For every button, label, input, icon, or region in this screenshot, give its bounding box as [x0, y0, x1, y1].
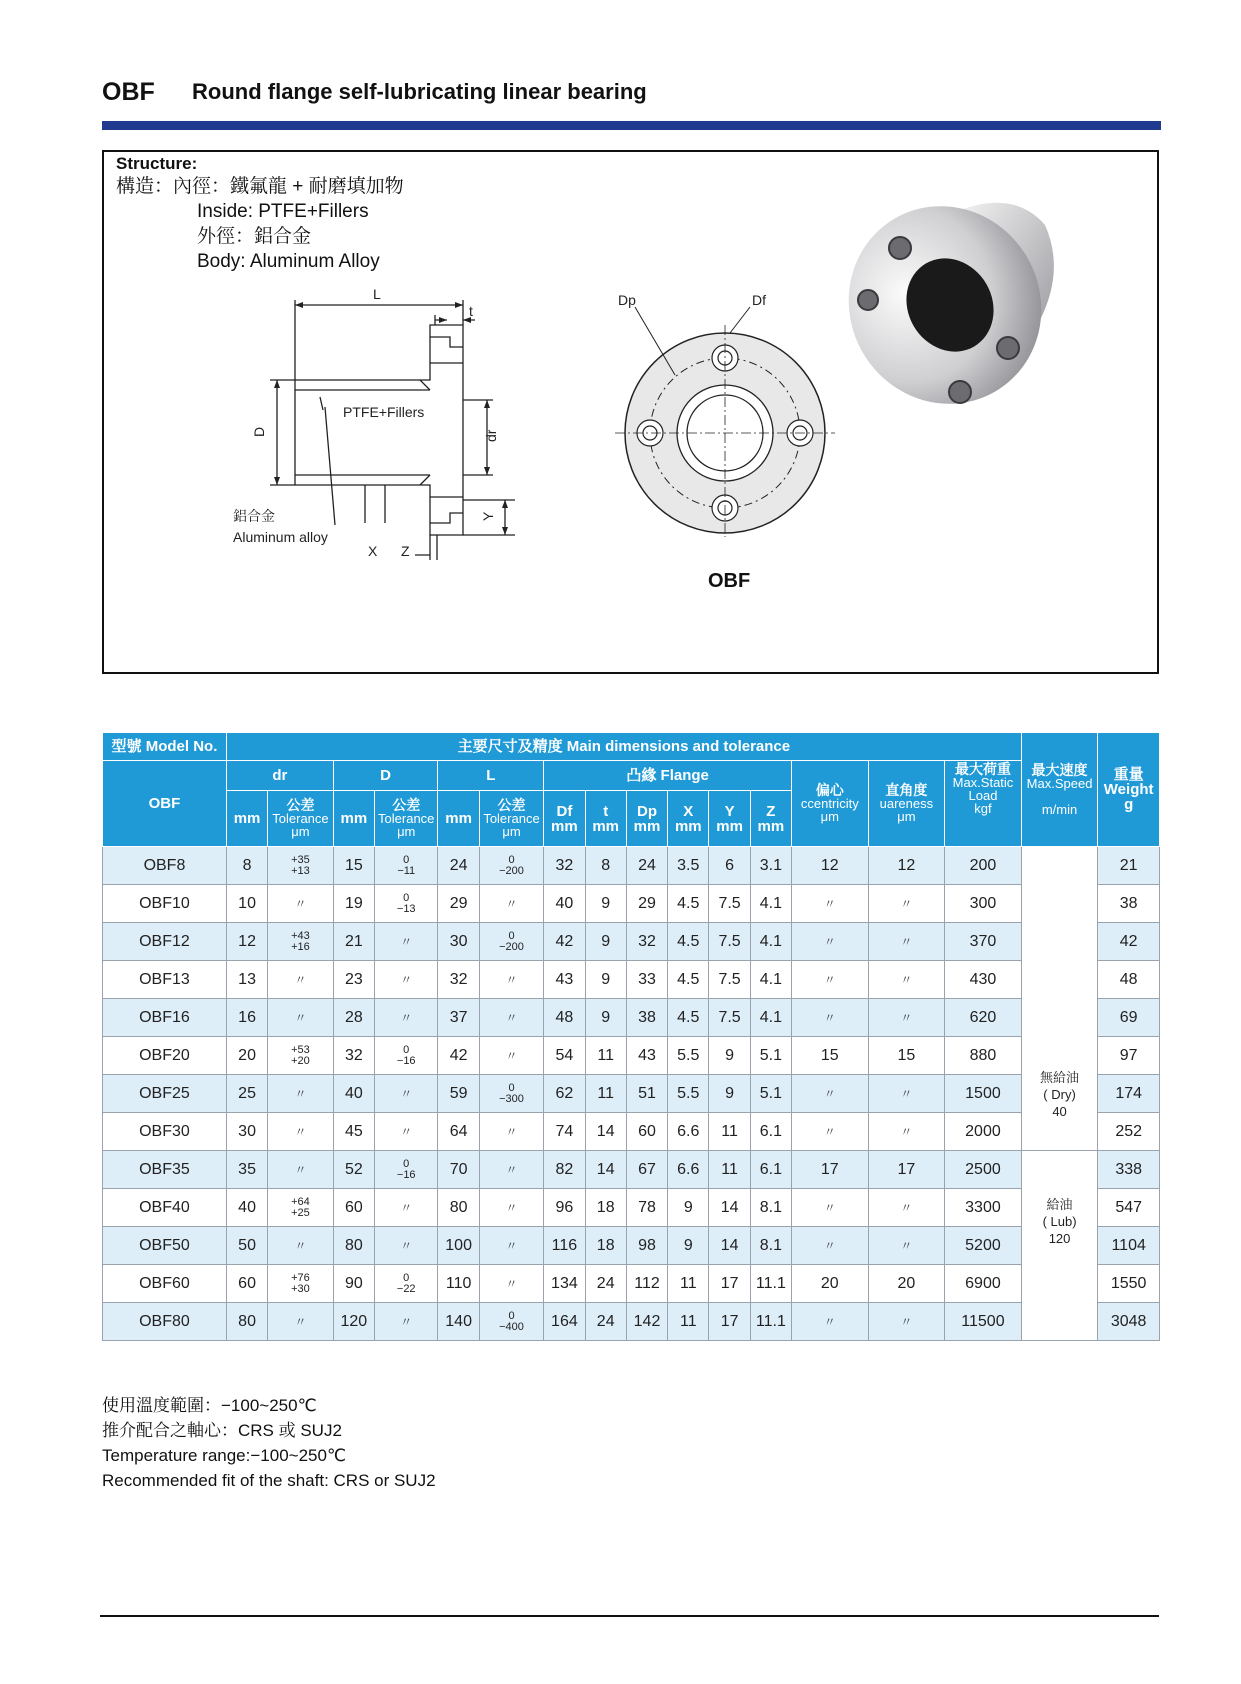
Dp-cell: 43: [626, 1037, 667, 1075]
t-cell: 18: [585, 1227, 626, 1265]
squareness-cell: 20: [868, 1265, 945, 1303]
weight-cell: 1550: [1098, 1265, 1160, 1303]
tol-cell: 0 −200: [479, 923, 543, 961]
dr-cell: 30: [226, 1113, 267, 1151]
product-photo: [840, 170, 1100, 430]
t-cell: 9: [585, 999, 626, 1037]
eccentricity-cell: 15: [792, 1037, 869, 1075]
th-dr: dr: [226, 761, 333, 791]
th-max-load: 最大荷重 Max.Static Load kgf: [945, 761, 1022, 847]
D-cell: 40: [333, 1075, 374, 1113]
dr-cell: 25: [226, 1075, 267, 1113]
Y-cell: 7.5: [709, 961, 750, 999]
structure-line-4: Body: Aluminum Alloy: [197, 251, 380, 272]
model-cell: OBF13: [103, 961, 227, 999]
dr-cell: 20: [226, 1037, 267, 1075]
D-cell: 19: [333, 885, 374, 923]
th-D-mm: mm: [333, 791, 374, 847]
th-obf: OBF: [103, 761, 227, 847]
th-L: L: [438, 761, 544, 791]
front-view-drawing: [610, 285, 840, 540]
Df-cell: 62: [544, 1075, 585, 1113]
X-cell: 4.5: [668, 999, 709, 1037]
L-cell: 29: [438, 885, 479, 923]
t-cell: 24: [585, 1303, 626, 1341]
note-shaft-cn: 推介配合之軸心：CRS 或 SUJ2: [102, 1421, 342, 1440]
front-view-caption: OBF: [708, 570, 751, 592]
D-cell: 60: [333, 1189, 374, 1227]
tol-cell: +43 +16: [268, 923, 333, 961]
squareness-cell: 〃: [868, 1227, 945, 1265]
Y-cell: 14: [709, 1227, 750, 1265]
th-Y: Y mm: [709, 791, 750, 847]
load-cell: 880: [945, 1037, 1022, 1075]
th-Df: Df mm: [544, 791, 585, 847]
footer-divider: [100, 1615, 1159, 1617]
Z-cell: 4.1: [750, 923, 791, 961]
eccentricity-cell: 〃: [792, 999, 869, 1037]
tol-cell: 〃: [268, 1151, 333, 1189]
weight-cell: 174: [1098, 1075, 1160, 1113]
D-cell: 52: [333, 1151, 374, 1189]
weight-cell: 69: [1098, 999, 1160, 1037]
squareness-cell: 〃: [868, 1303, 945, 1341]
Y-cell: 9: [709, 1075, 750, 1113]
th-Dp: Dp mm: [626, 791, 667, 847]
Z-cell: 3.1: [750, 847, 791, 885]
th-L-tol: 公差 Tolerance μm: [479, 791, 543, 847]
tol-cell: 0 −200: [479, 847, 543, 885]
Df-cell: 48: [544, 999, 585, 1037]
section-drawing: [225, 285, 525, 560]
X-cell: 3.5: [668, 847, 709, 885]
weight-cell: 338: [1098, 1151, 1160, 1189]
tol-cell: 〃: [479, 999, 543, 1037]
D-cell: 32: [333, 1037, 374, 1075]
Dp-cell: 33: [626, 961, 667, 999]
weight-cell: 21: [1098, 847, 1160, 885]
tol-cell: 0 −16: [375, 1151, 438, 1189]
Df-cell: 32: [544, 847, 585, 885]
weight-cell: 3048: [1098, 1303, 1160, 1341]
tol-cell: 〃: [479, 1037, 543, 1075]
note-temperature-cn: 使用溫度範圍：−100~250℃: [102, 1396, 317, 1415]
tol-cell: +35 +13: [268, 847, 333, 885]
notes: [102, 1393, 436, 1493]
th-main-dimensions: 主要尺寸及精度 Main dimensions and tolerance: [226, 733, 1021, 761]
tol-cell: +76 +30: [268, 1265, 333, 1303]
table-row: [103, 1075, 1160, 1113]
tol-cell: 〃: [268, 1075, 333, 1113]
squareness-cell: 〃: [868, 961, 945, 999]
Z-cell: 4.1: [750, 961, 791, 999]
th-D: D: [333, 761, 438, 791]
table-row: [103, 999, 1160, 1037]
tol-cell: 〃: [479, 1265, 543, 1303]
page-title: [102, 72, 647, 112]
th-model-no: 型號 Model No.: [103, 733, 227, 761]
dr-cell: 13: [226, 961, 267, 999]
weight-cell: 48: [1098, 961, 1160, 999]
Df-cell: 40: [544, 885, 585, 923]
dr-cell: 10: [226, 885, 267, 923]
squareness-cell: 〃: [868, 999, 945, 1037]
D-cell: 21: [333, 923, 374, 961]
tol-cell: 〃: [268, 885, 333, 923]
L-cell: 100: [438, 1227, 479, 1265]
th-weight: 重量 Weight g: [1098, 733, 1160, 847]
L-cell: 42: [438, 1037, 479, 1075]
D-cell: 23: [333, 961, 374, 999]
Y-cell: 11: [709, 1113, 750, 1151]
X-cell: 9: [668, 1189, 709, 1227]
L-cell: 59: [438, 1075, 479, 1113]
squareness-cell: 〃: [868, 1113, 945, 1151]
tol-cell: 〃: [375, 923, 438, 961]
structure-line-2: Inside: PTFE+Fillers: [197, 201, 369, 222]
Z-cell: 6.1: [750, 1151, 791, 1189]
t-cell: 11: [585, 1037, 626, 1075]
Dp-cell: 29: [626, 885, 667, 923]
eccentricity-cell: 20: [792, 1265, 869, 1303]
model-cell: OBF35: [103, 1151, 227, 1189]
structure-text: [116, 154, 404, 274]
dr-cell: 16: [226, 999, 267, 1037]
spec-table-body: [103, 847, 1160, 1341]
structure-line-1: 構造：內徑：鐵氟龍 + 耐磨填加物: [116, 176, 404, 197]
tol-cell: 〃: [268, 961, 333, 999]
Y-cell: 6: [709, 847, 750, 885]
th-eccentricity: 偏心 ccentricity μm: [792, 761, 869, 847]
dim-t-label: t: [469, 303, 473, 319]
eccentricity-cell: 17: [792, 1151, 869, 1189]
Z-cell: 8.1: [750, 1189, 791, 1227]
alu-en-label: Aluminum alloy: [233, 529, 328, 545]
speed-dry-cell: 無給油 ( Dry) 40: [1021, 847, 1098, 1151]
Y-cell: 7.5: [709, 999, 750, 1037]
table-row: [103, 1189, 1160, 1227]
model-cell: OBF12: [103, 923, 227, 961]
tol-cell: 〃: [375, 1303, 438, 1341]
speed-lub-cell: 給油 ( Lub) 120: [1021, 1151, 1098, 1341]
Df-cell: 164: [544, 1303, 585, 1341]
tol-cell: 〃: [479, 1189, 543, 1227]
Dp-cell: 51: [626, 1075, 667, 1113]
Z-cell: 6.1: [750, 1113, 791, 1151]
load-cell: 5200: [945, 1227, 1022, 1265]
tol-cell: 〃: [479, 1113, 543, 1151]
dim-L-label: L: [373, 286, 381, 302]
dr-cell: 12: [226, 923, 267, 961]
X-cell: 4.5: [668, 961, 709, 999]
squareness-cell: 〃: [868, 1189, 945, 1227]
L-cell: 64: [438, 1113, 479, 1151]
eccentricity-cell: 〃: [792, 961, 869, 999]
X-cell: 11: [668, 1265, 709, 1303]
weight-cell: 42: [1098, 923, 1160, 961]
squareness-cell: 〃: [868, 923, 945, 961]
Z-cell: 4.1: [750, 999, 791, 1037]
model-cell: OBF30: [103, 1113, 227, 1151]
th-X: X mm: [668, 791, 709, 847]
model-cell: OBF25: [103, 1075, 227, 1113]
X-cell: 6.6: [668, 1113, 709, 1151]
tol-cell: 0 −22: [375, 1265, 438, 1303]
dr-cell: 35: [226, 1151, 267, 1189]
th-L-mm: mm: [438, 791, 479, 847]
t-cell: 24: [585, 1265, 626, 1303]
t-cell: 11: [585, 1075, 626, 1113]
structure-line-3: 外徑：鋁合金: [197, 226, 312, 247]
th-dr-tol: 公差 Tolerance μm: [268, 791, 333, 847]
tol-cell: 〃: [375, 999, 438, 1037]
tol-cell: +64 +25: [268, 1189, 333, 1227]
Df-cell: 134: [544, 1265, 585, 1303]
model-cell: OBF10: [103, 885, 227, 923]
tol-cell: 〃: [479, 885, 543, 923]
tol-cell: 〃: [479, 1151, 543, 1189]
dim-Z-label: Z: [401, 543, 410, 559]
D-cell: 15: [333, 847, 374, 885]
load-cell: 2000: [945, 1113, 1022, 1151]
Dp-cell: 112: [626, 1265, 667, 1303]
Df-cell: 43: [544, 961, 585, 999]
t-cell: 14: [585, 1151, 626, 1189]
tol-cell: 〃: [479, 961, 543, 999]
structure-label: Structure:: [116, 154, 198, 173]
Dp-cell: 98: [626, 1227, 667, 1265]
Z-cell: 11.1: [750, 1303, 791, 1341]
t-cell: 9: [585, 885, 626, 923]
table-row: [103, 885, 1160, 923]
weight-cell: 38: [1098, 885, 1160, 923]
X-cell: 11: [668, 1303, 709, 1341]
load-cell: 6900: [945, 1265, 1022, 1303]
spec-table: [102, 732, 1160, 1341]
load-cell: 620: [945, 999, 1022, 1037]
L-cell: 32: [438, 961, 479, 999]
load-cell: 11500: [945, 1303, 1022, 1341]
Y-cell: 7.5: [709, 885, 750, 923]
t-cell: 14: [585, 1113, 626, 1151]
L-cell: 140: [438, 1303, 479, 1341]
Dp-cell: 142: [626, 1303, 667, 1341]
Dp-cell: 60: [626, 1113, 667, 1151]
table-row: [103, 1113, 1160, 1151]
Df-cell: 42: [544, 923, 585, 961]
tol-cell: 〃: [268, 1303, 333, 1341]
Dp-cell: 67: [626, 1151, 667, 1189]
tol-cell: 〃: [268, 999, 333, 1037]
table-row: [103, 847, 1160, 885]
X-cell: 5.5: [668, 1037, 709, 1075]
tol-cell: 〃: [268, 1227, 333, 1265]
dr-cell: 8: [226, 847, 267, 885]
model-cell: OBF16: [103, 999, 227, 1037]
squareness-cell: 15: [868, 1037, 945, 1075]
tol-cell: 0 −11: [375, 847, 438, 885]
model-cell: OBF20: [103, 1037, 227, 1075]
table-row: [103, 1151, 1160, 1189]
tol-cell: 〃: [375, 961, 438, 999]
Df-cell: 96: [544, 1189, 585, 1227]
dim-Df-label: Df: [752, 292, 766, 308]
Dp-cell: 32: [626, 923, 667, 961]
th-dr-mm: mm: [226, 791, 267, 847]
dim-X-label: X: [368, 543, 378, 559]
weight-cell: 252: [1098, 1113, 1160, 1151]
weight-cell: 1104: [1098, 1227, 1160, 1265]
Y-cell: 14: [709, 1189, 750, 1227]
th-max-speed: 最大速度 Max.Speed m/min: [1021, 733, 1098, 847]
D-cell: 28: [333, 999, 374, 1037]
table-row: [103, 1303, 1160, 1341]
product-code: OBF: [102, 77, 155, 106]
squareness-cell: 17: [868, 1151, 945, 1189]
Y-cell: 11: [709, 1151, 750, 1189]
eccentricity-cell: 〃: [792, 1113, 869, 1151]
Dp-cell: 38: [626, 999, 667, 1037]
t-cell: 18: [585, 1189, 626, 1227]
Df-cell: 116: [544, 1227, 585, 1265]
eccentricity-cell: 〃: [792, 1189, 869, 1227]
tol-cell: 〃: [375, 1075, 438, 1113]
load-cell: 2500: [945, 1151, 1022, 1189]
alu-cn-label: 鋁合金: [233, 508, 275, 524]
Df-cell: 74: [544, 1113, 585, 1151]
weight-cell: 97: [1098, 1037, 1160, 1075]
table-row: [103, 1265, 1160, 1303]
dr-cell: 80: [226, 1303, 267, 1341]
dr-cell: 40: [226, 1189, 267, 1227]
table-row: [103, 961, 1160, 999]
Z-cell: 8.1: [750, 1227, 791, 1265]
Df-cell: 82: [544, 1151, 585, 1189]
D-cell: 120: [333, 1303, 374, 1341]
ptfe-label: PTFE+Fillers: [343, 404, 425, 420]
dim-Y-label: Y: [480, 511, 496, 521]
note-temperature-en: Temperature range:−100~250℃: [102, 1446, 347, 1465]
X-cell: 4.5: [668, 885, 709, 923]
dr-cell: 50: [226, 1227, 267, 1265]
L-cell: 30: [438, 923, 479, 961]
X-cell: 4.5: [668, 923, 709, 961]
load-cell: 1500: [945, 1075, 1022, 1113]
D-cell: 90: [333, 1265, 374, 1303]
dim-dr-label: dr: [483, 429, 499, 442]
product-title: Round flange self-lubricating linear bearing: [192, 79, 647, 104]
L-cell: 24: [438, 847, 479, 885]
X-cell: 6.6: [668, 1151, 709, 1189]
Z-cell: 11.1: [750, 1265, 791, 1303]
title-divider: [102, 121, 1161, 130]
weight-cell: 547: [1098, 1189, 1160, 1227]
Z-cell: 4.1: [750, 885, 791, 923]
eccentricity-cell: 〃: [792, 1227, 869, 1265]
table-row: [103, 1037, 1160, 1075]
t-cell: 8: [585, 847, 626, 885]
L-cell: 37: [438, 999, 479, 1037]
table-row: [103, 1227, 1160, 1265]
load-cell: 370: [945, 923, 1022, 961]
eccentricity-cell: 12: [792, 847, 869, 885]
tol-cell: 0 −16: [375, 1037, 438, 1075]
table-row: [103, 923, 1160, 961]
load-cell: 300: [945, 885, 1022, 923]
dim-Dp-label: Dp: [618, 292, 636, 308]
tol-cell: 〃: [479, 1227, 543, 1265]
Dp-cell: 78: [626, 1189, 667, 1227]
squareness-cell: 〃: [868, 885, 945, 923]
L-cell: 70: [438, 1151, 479, 1189]
Df-cell: 54: [544, 1037, 585, 1075]
note-shaft-en: Recommended fit of the shaft: CRS or SUJ2: [102, 1471, 436, 1490]
tol-cell: 0 −300: [479, 1075, 543, 1113]
squareness-cell: 〃: [868, 1075, 945, 1113]
Z-cell: 5.1: [750, 1075, 791, 1113]
t-cell: 9: [585, 961, 626, 999]
load-cell: 200: [945, 847, 1022, 885]
Dp-cell: 24: [626, 847, 667, 885]
Y-cell: 17: [709, 1265, 750, 1303]
eccentricity-cell: 〃: [792, 1075, 869, 1113]
Y-cell: 9: [709, 1037, 750, 1075]
D-cell: 45: [333, 1113, 374, 1151]
th-squareness: 直角度 uareness μm: [868, 761, 945, 847]
t-cell: 9: [585, 923, 626, 961]
tol-cell: 0 −13: [375, 885, 438, 923]
th-flange: 凸緣 Flange: [544, 761, 792, 791]
eccentricity-cell: 〃: [792, 923, 869, 961]
model-cell: OBF60: [103, 1265, 227, 1303]
tol-cell: 〃: [375, 1113, 438, 1151]
model-cell: OBF40: [103, 1189, 227, 1227]
D-cell: 80: [333, 1227, 374, 1265]
Y-cell: 17: [709, 1303, 750, 1341]
tol-cell: 〃: [375, 1227, 438, 1265]
tol-cell: 〃: [375, 1189, 438, 1227]
dr-cell: 60: [226, 1265, 267, 1303]
th-t: t mm: [585, 791, 626, 847]
th-Z: Z mm: [750, 791, 791, 847]
eccentricity-cell: 〃: [792, 1303, 869, 1341]
Z-cell: 5.1: [750, 1037, 791, 1075]
X-cell: 5.5: [668, 1075, 709, 1113]
model-cell: OBF80: [103, 1303, 227, 1341]
load-cell: 430: [945, 961, 1022, 999]
squareness-cell: 12: [868, 847, 945, 885]
dim-D-label: D: [251, 426, 267, 437]
tol-cell: 0 −400: [479, 1303, 543, 1341]
th-D-tol: 公差 Tolerance μm: [375, 791, 438, 847]
L-cell: 110: [438, 1265, 479, 1303]
tol-cell: +53 +20: [268, 1037, 333, 1075]
L-cell: 80: [438, 1189, 479, 1227]
model-cell: OBF8: [103, 847, 227, 885]
tol-cell: 〃: [268, 1113, 333, 1151]
load-cell: 3300: [945, 1189, 1022, 1227]
Y-cell: 7.5: [709, 923, 750, 961]
X-cell: 9: [668, 1227, 709, 1265]
model-cell: OBF50: [103, 1227, 227, 1265]
eccentricity-cell: 〃: [792, 885, 869, 923]
